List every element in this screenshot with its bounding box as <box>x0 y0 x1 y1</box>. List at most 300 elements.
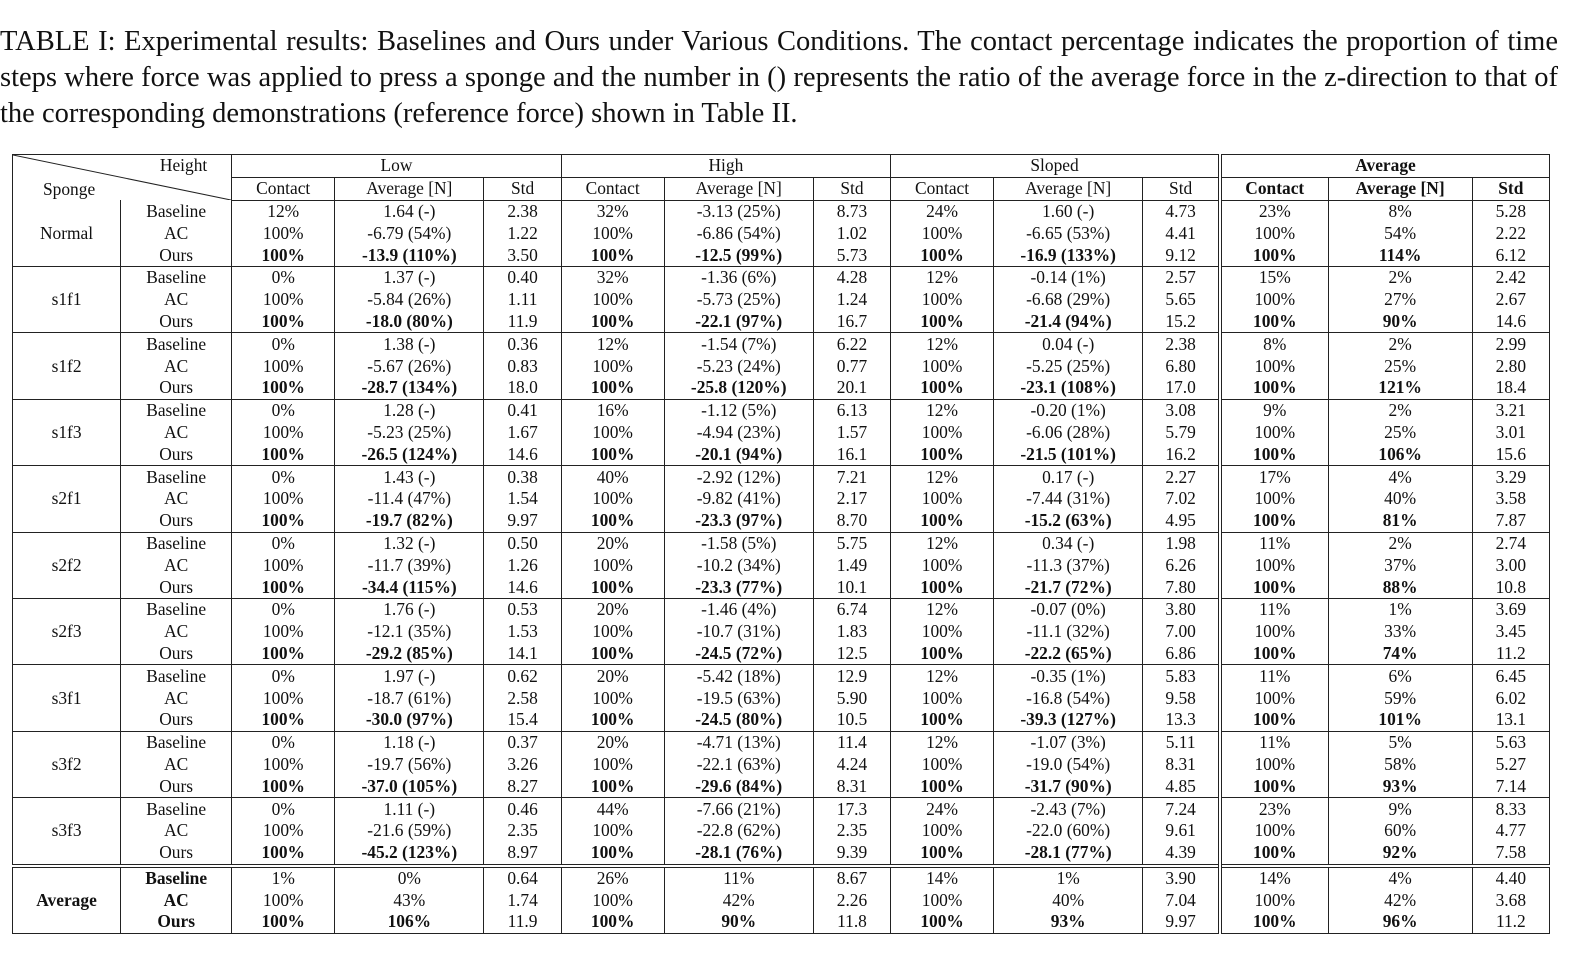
cell-contact: 100% <box>891 355 994 377</box>
cell-average: -22.8 (62%) <box>664 820 813 842</box>
cell-average: 93% <box>1328 775 1472 797</box>
table-row <box>13 443 1550 465</box>
subheader-contact: Contact <box>1220 177 1328 200</box>
sponge-label: s1f1 <box>13 266 121 332</box>
method-label: Baseline <box>121 399 232 421</box>
cell-std: 6.26 <box>1143 554 1220 576</box>
method-label: Baseline <box>121 598 232 620</box>
sponge-label: s1f2 <box>13 333 121 399</box>
cell-average: -23.1 (108%) <box>994 377 1143 399</box>
cell-std: 7.58 <box>1472 842 1549 866</box>
cell-contact: 100% <box>232 311 335 333</box>
cell-average: -2.92 (12%) <box>664 466 813 488</box>
cell-std: 8.70 <box>813 510 890 532</box>
cell-std: 0.36 <box>484 333 561 355</box>
cell-contact: 12% <box>891 731 994 753</box>
cell-std: 3.58 <box>1472 488 1549 510</box>
cell-std: 14.6 <box>484 576 561 598</box>
method-label: Baseline <box>121 731 232 753</box>
cell-average: 2% <box>1328 399 1472 421</box>
cell-contact: 100% <box>561 709 664 731</box>
cell-contact: 100% <box>232 244 335 266</box>
cell-contact: 100% <box>232 554 335 576</box>
cell-contact: 14% <box>891 866 994 890</box>
cell-contact: 20% <box>561 598 664 620</box>
cell-average: -5.25 (25%) <box>994 355 1143 377</box>
method-label: Ours <box>121 643 232 665</box>
cell-average: 25% <box>1328 355 1472 377</box>
cell-contact: 100% <box>561 754 664 776</box>
group-header-high: High <box>561 155 890 178</box>
cell-std: 7.02 <box>1143 488 1220 510</box>
cell-contact: 100% <box>891 911 994 933</box>
cell-contact: 11% <box>1220 598 1328 620</box>
cell-std: 1.11 <box>484 289 561 311</box>
method-label: Ours <box>121 377 232 399</box>
subheader-std: Std <box>1472 177 1549 200</box>
cell-average: 4% <box>1328 466 1472 488</box>
sponge-label: Normal <box>39 222 94 243</box>
cell-average: -12.1 (35%) <box>335 621 484 643</box>
table-row <box>13 889 1550 911</box>
cell-average: -18.7 (61%) <box>335 687 484 709</box>
cell-average: 40% <box>1328 488 1472 510</box>
cell-contact: 17% <box>1220 466 1328 488</box>
cell-std: 17.0 <box>1143 377 1220 399</box>
cell-std: 16.1 <box>813 443 890 465</box>
cell-std: 1.26 <box>484 554 561 576</box>
cell-contact: 100% <box>1220 621 1328 643</box>
cell-std: 9.39 <box>813 842 890 866</box>
table-row <box>13 775 1550 797</box>
cell-std: 4.85 <box>1143 775 1220 797</box>
cell-contact: 20% <box>561 731 664 753</box>
cell-contact: 100% <box>232 643 335 665</box>
cell-contact: 100% <box>561 355 664 377</box>
cell-std: 9.12 <box>1143 244 1220 266</box>
cell-average: -13.9 (110%) <box>335 244 484 266</box>
cell-average: 1.38 (-) <box>335 333 484 355</box>
cell-average: -23.3 (97%) <box>664 510 813 532</box>
cell-std: 4.24 <box>813 754 890 776</box>
corner-header-cell <box>13 155 232 201</box>
results-table-container <box>12 154 1550 934</box>
cell-std: 5.79 <box>1143 422 1220 444</box>
cell-contact: 100% <box>1220 889 1328 911</box>
table-row <box>13 532 1550 554</box>
cell-contact: 0% <box>232 665 335 687</box>
cell-contact: 20% <box>561 665 664 687</box>
cell-average: -22.1 (63%) <box>664 754 813 776</box>
cell-contact: 100% <box>1220 687 1328 709</box>
table-row <box>13 355 1550 377</box>
method-label: AC <box>121 621 232 643</box>
cell-average: -18.0 (80%) <box>335 311 484 333</box>
cell-std: 7.14 <box>1472 775 1549 797</box>
subheader-std: Std <box>484 177 561 200</box>
height-header: Height <box>159 155 208 175</box>
cell-std: 0.50 <box>484 532 561 554</box>
cell-std: 7.24 <box>1143 798 1220 820</box>
cell-contact: 32% <box>561 200 664 222</box>
cell-std: 1.83 <box>813 621 890 643</box>
sponge-label: s2f1 <box>13 466 121 532</box>
cell-std: 5.73 <box>813 244 890 266</box>
cell-std: 7.87 <box>1472 510 1549 532</box>
cell-std: 5.65 <box>1143 289 1220 311</box>
cell-contact: 100% <box>232 222 335 244</box>
cell-std: 2.35 <box>813 820 890 842</box>
cell-std: 2.35 <box>484 820 561 842</box>
table-row <box>13 598 1550 620</box>
cell-std: 0.37 <box>484 731 561 753</box>
cell-std: 15.4 <box>484 709 561 731</box>
table-row <box>13 222 1550 244</box>
cell-std: 2.67 <box>1472 289 1549 311</box>
cell-average: 96% <box>1328 911 1472 933</box>
cell-average: -16.8 (54%) <box>994 687 1143 709</box>
cell-average: -22.1 (97%) <box>664 311 813 333</box>
cell-average: 81% <box>1328 510 1472 532</box>
cell-average: -28.1 (76%) <box>664 842 813 866</box>
cell-std: 3.29 <box>1472 466 1549 488</box>
cell-contact: 100% <box>232 377 335 399</box>
cell-contact: 100% <box>1220 377 1328 399</box>
cell-std: 4.41 <box>1143 222 1220 244</box>
cell-contact: 100% <box>891 842 994 866</box>
table-row <box>13 466 1550 488</box>
cell-std: 2.38 <box>484 200 561 222</box>
cell-std: 1.22 <box>484 222 561 244</box>
cell-std: 0.41 <box>484 399 561 421</box>
cell-average: -0.14 (1%) <box>994 266 1143 288</box>
cell-contact: 100% <box>561 422 664 444</box>
cell-contact: 100% <box>232 443 335 465</box>
table-row <box>13 488 1550 510</box>
method-label: AC <box>121 355 232 377</box>
table-row <box>13 554 1550 576</box>
cell-average: 42% <box>1328 889 1472 911</box>
cell-average: 5% <box>1328 731 1472 753</box>
cell-std: 3.00 <box>1472 554 1549 576</box>
cell-contact: 12% <box>232 200 335 222</box>
method-label: Baseline <box>121 866 232 890</box>
table-row <box>13 200 1550 222</box>
cell-contact: 100% <box>561 222 664 244</box>
cell-average: 1.28 (-) <box>335 399 484 421</box>
table-row <box>13 399 1550 421</box>
cell-std: 6.12 <box>1472 244 1549 266</box>
table-row <box>13 643 1550 665</box>
cell-std: 14.6 <box>1472 311 1549 333</box>
cell-contact: 100% <box>1220 311 1328 333</box>
subheader-std: Std <box>1143 177 1220 200</box>
cell-average: -21.6 (59%) <box>335 820 484 842</box>
cell-std: 3.21 <box>1472 399 1549 421</box>
cell-contact: 100% <box>232 355 335 377</box>
cell-contact: 12% <box>891 266 994 288</box>
cell-average: -0.20 (1%) <box>994 399 1143 421</box>
cell-std: 5.83 <box>1143 665 1220 687</box>
cell-contact: 100% <box>232 422 335 444</box>
cell-average: -34.4 (115%) <box>335 576 484 598</box>
cell-contact: 100% <box>561 889 664 911</box>
cell-std: 11.8 <box>813 911 890 933</box>
cell-average: 1.43 (-) <box>335 466 484 488</box>
cell-contact: 0% <box>232 532 335 554</box>
cell-std: 11.9 <box>484 311 561 333</box>
cell-std: 0.38 <box>484 466 561 488</box>
method-label: AC <box>121 687 232 709</box>
method-label: Baseline <box>121 266 232 288</box>
cell-average: 90% <box>664 911 813 933</box>
cell-contact: 100% <box>561 554 664 576</box>
cell-average: 90% <box>1328 311 1472 333</box>
cell-contact: 26% <box>561 866 664 890</box>
cell-std: 8.33 <box>1472 798 1549 820</box>
table-row <box>13 510 1550 532</box>
cell-contact: 100% <box>891 554 994 576</box>
cell-average: 8% <box>1328 200 1472 222</box>
results-table <box>12 154 1550 934</box>
table-row <box>13 311 1550 333</box>
cell-std: 6.02 <box>1472 687 1549 709</box>
cell-average: -19.5 (63%) <box>664 687 813 709</box>
sponge-header: Sponge <box>43 179 96 200</box>
cell-std: 16.2 <box>1143 443 1220 465</box>
cell-contact: 100% <box>891 377 994 399</box>
cell-contact: 100% <box>1220 842 1328 866</box>
cell-std: 5.27 <box>1472 754 1549 776</box>
cell-contact: 0% <box>232 333 335 355</box>
table-row <box>13 866 1550 890</box>
cell-std: 6.22 <box>813 333 890 355</box>
cell-average: -1.07 (3%) <box>994 731 1143 753</box>
method-label: Ours <box>121 510 232 532</box>
cell-contact: 100% <box>561 244 664 266</box>
method-label: Ours <box>121 842 232 866</box>
cell-average: -5.67 (26%) <box>335 355 484 377</box>
cell-contact: 100% <box>232 842 335 866</box>
cell-average: -1.46 (4%) <box>664 598 813 620</box>
table-row <box>13 911 1550 933</box>
cell-average: -30.0 (97%) <box>335 709 484 731</box>
cell-average: -22.0 (60%) <box>994 820 1143 842</box>
cell-average: -11.1 (32%) <box>994 621 1143 643</box>
table-row <box>13 731 1550 753</box>
cell-average: 6% <box>1328 665 1472 687</box>
cell-contact: 100% <box>1220 775 1328 797</box>
cell-std: 8.67 <box>813 866 890 890</box>
cell-average: 58% <box>1328 754 1472 776</box>
subheader-contact: Contact <box>561 177 664 200</box>
cell-std: 2.57 <box>1143 266 1220 288</box>
cell-std: 1.74 <box>484 889 561 911</box>
cell-contact: 100% <box>232 775 335 797</box>
cell-contact: 100% <box>1220 709 1328 731</box>
cell-average: 9% <box>1328 798 1472 820</box>
cell-average: -6.68 (29%) <box>994 289 1143 311</box>
cell-average: -1.54 (7%) <box>664 333 813 355</box>
cell-contact: 100% <box>1220 422 1328 444</box>
table-row <box>13 377 1550 399</box>
cell-std: 3.01 <box>1472 422 1549 444</box>
cell-contact: 20% <box>561 532 664 554</box>
cell-std: 5.75 <box>813 532 890 554</box>
cell-std: 17.3 <box>813 798 890 820</box>
cell-average: 1.18 (-) <box>335 731 484 753</box>
cell-contact: 100% <box>232 289 335 311</box>
cell-std: 16.7 <box>813 311 890 333</box>
cell-contact: 100% <box>561 443 664 465</box>
cell-contact: 12% <box>891 598 994 620</box>
cell-average: 2% <box>1328 266 1472 288</box>
cell-std: 4.40 <box>1472 866 1549 890</box>
cell-contact: 100% <box>561 488 664 510</box>
cell-contact: 23% <box>1220 200 1328 222</box>
cell-std: 2.74 <box>1472 532 1549 554</box>
cell-contact: 1% <box>232 866 335 890</box>
cell-contact: 12% <box>891 333 994 355</box>
cell-average: 1.11 (-) <box>335 798 484 820</box>
cell-average: -5.42 (18%) <box>664 665 813 687</box>
cell-contact: 100% <box>891 889 994 911</box>
cell-std: 2.38 <box>1143 333 1220 355</box>
cell-std: 12.9 <box>813 665 890 687</box>
table-row <box>13 266 1550 288</box>
cell-average: -25.8 (120%) <box>664 377 813 399</box>
cell-std: 3.45 <box>1472 621 1549 643</box>
cell-average: 101% <box>1328 709 1472 731</box>
cell-std: 3.69 <box>1472 598 1549 620</box>
subheader-std: Std <box>813 177 890 200</box>
cell-average: 0.34 (-) <box>994 532 1143 554</box>
cell-average: 1.37 (-) <box>335 266 484 288</box>
group-header-sloped: Sloped <box>891 155 1220 178</box>
cell-contact: 23% <box>1220 798 1328 820</box>
cell-average: -15.2 (63%) <box>994 510 1143 532</box>
cell-std: 20.1 <box>813 377 890 399</box>
cell-contact: 16% <box>561 399 664 421</box>
cell-std: 8.27 <box>484 775 561 797</box>
cell-contact: 12% <box>561 333 664 355</box>
cell-std: 2.22 <box>1472 222 1549 244</box>
cell-std: 8.31 <box>1143 754 1220 776</box>
cell-contact: 0% <box>232 266 335 288</box>
subheader-average: Average [N] <box>664 177 813 200</box>
sponge-label: Average <box>13 866 121 934</box>
cell-contact: 24% <box>891 200 994 222</box>
cell-contact: 100% <box>1220 911 1328 933</box>
cell-std: 3.68 <box>1472 889 1549 911</box>
cell-std: 7.21 <box>813 466 890 488</box>
cell-std: 18.4 <box>1472 377 1549 399</box>
cell-average: -31.7 (90%) <box>994 775 1143 797</box>
cell-average: 33% <box>1328 621 1472 643</box>
cell-std: 9.97 <box>484 510 561 532</box>
cell-contact: 100% <box>232 820 335 842</box>
cell-average: -28.1 (77%) <box>994 842 1143 866</box>
cell-contact: 100% <box>891 289 994 311</box>
cell-std: 3.08 <box>1143 399 1220 421</box>
cell-average: -6.79 (54%) <box>335 222 484 244</box>
method-label: AC <box>121 488 232 510</box>
cell-std: 0.77 <box>813 355 890 377</box>
cell-average: -6.65 (53%) <box>994 222 1143 244</box>
cell-contact: 100% <box>1220 244 1328 266</box>
cell-std: 5.63 <box>1472 731 1549 753</box>
method-label: Ours <box>121 576 232 598</box>
cell-std: 7.80 <box>1143 576 1220 598</box>
cell-contact: 100% <box>561 377 664 399</box>
cell-average: -7.44 (31%) <box>994 488 1143 510</box>
method-label: AC <box>121 554 232 576</box>
method-label: Ours <box>121 443 232 465</box>
cell-contact: 100% <box>232 709 335 731</box>
cell-average: -1.36 (6%) <box>664 266 813 288</box>
cell-contact: 100% <box>232 687 335 709</box>
table-row <box>13 687 1550 709</box>
cell-average: 60% <box>1328 820 1472 842</box>
cell-average: -2.43 (7%) <box>994 798 1143 820</box>
cell-contact: 100% <box>891 422 994 444</box>
cell-contact: 100% <box>891 443 994 465</box>
cell-contact: 100% <box>891 510 994 532</box>
cell-std: 4.73 <box>1143 200 1220 222</box>
cell-contact: 100% <box>561 289 664 311</box>
cell-std: 8.31 <box>813 775 890 797</box>
cell-average: -1.58 (5%) <box>664 532 813 554</box>
cell-average: -37.0 (105%) <box>335 775 484 797</box>
cell-std: 1.49 <box>813 554 890 576</box>
cell-average: -21.7 (72%) <box>994 576 1143 598</box>
cell-average: -4.94 (23%) <box>664 422 813 444</box>
cell-average: 1% <box>994 866 1143 890</box>
cell-average: -5.23 (24%) <box>664 355 813 377</box>
cell-std: 13.1 <box>1472 709 1549 731</box>
cell-average: -0.35 (1%) <box>994 665 1143 687</box>
cell-contact: 100% <box>891 488 994 510</box>
cell-average: -10.7 (31%) <box>664 621 813 643</box>
method-label: Baseline <box>121 798 232 820</box>
table-row <box>13 709 1550 731</box>
cell-contact: 100% <box>891 244 994 266</box>
cell-contact: 9% <box>1220 399 1328 421</box>
cell-contact: 100% <box>891 687 994 709</box>
cell-std: 2.42 <box>1472 266 1549 288</box>
cell-contact: 8% <box>1220 333 1328 355</box>
cell-contact: 44% <box>561 798 664 820</box>
cell-average: -28.7 (134%) <box>335 377 484 399</box>
cell-std: 14.6 <box>484 443 561 465</box>
cell-contact: 100% <box>232 754 335 776</box>
cell-std: 2.99 <box>1472 333 1549 355</box>
cell-contact: 100% <box>891 820 994 842</box>
cell-average: 106% <box>1328 443 1472 465</box>
method-label: Baseline <box>121 333 232 355</box>
cell-std: 4.28 <box>813 266 890 288</box>
cell-contact: 12% <box>891 532 994 554</box>
method-label: Ours <box>121 775 232 797</box>
cell-std: 5.90 <box>813 687 890 709</box>
cell-std: 4.95 <box>1143 510 1220 532</box>
cell-contact: 100% <box>891 222 994 244</box>
subheader-contact: Contact <box>232 177 335 200</box>
cell-contact: 100% <box>1220 289 1328 311</box>
cell-std: 1.54 <box>484 488 561 510</box>
cell-contact: 100% <box>1220 643 1328 665</box>
cell-average: 37% <box>1328 554 1472 576</box>
